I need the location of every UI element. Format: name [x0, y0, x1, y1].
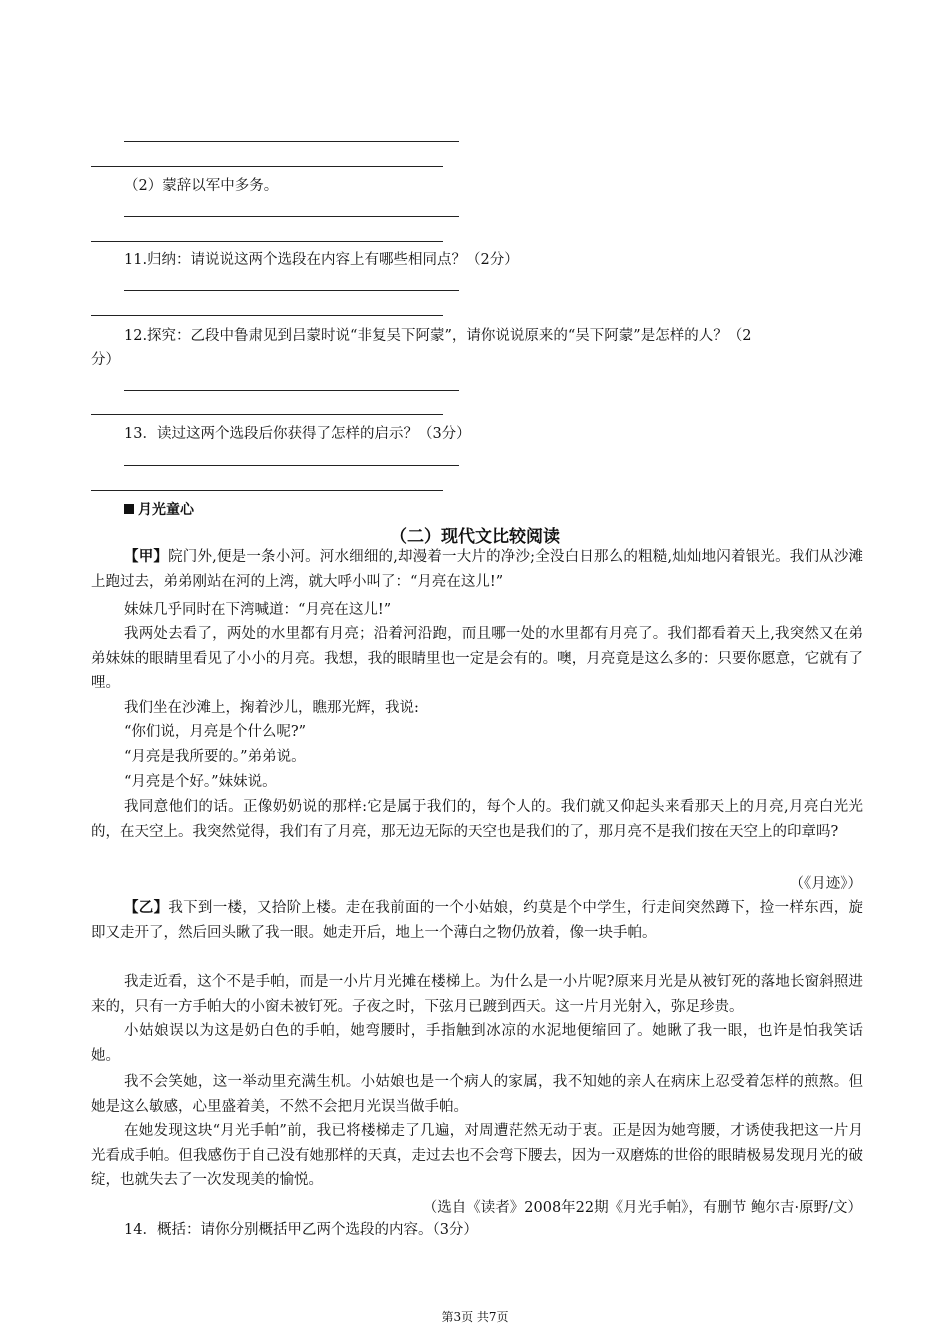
jia-paragraph-6: “月亮是我所要的。”弟弟说。: [124, 749, 306, 765]
answer-line: [124, 141, 459, 142]
jia-paragraph-3: 我两处去看了，两处的水里都有月亮；沿着河沿跑，而且哪一处的水里都有月亮了。我们都看着天上,我突然又在弟弟妹妹的眼睛里看见了小小的月亮。我想，我的眼睛里也一定是会有的。噢，月亮竟是这么多的：只要你愿意，它就有了哩。: [91, 626, 863, 691]
square-bullet-icon: [124, 504, 134, 514]
section-marker-label: 月光童心: [138, 502, 194, 518]
jia-label: 【甲】: [124, 548, 169, 565]
answer-line: [91, 490, 443, 491]
page-footer: 第3页 共7页: [441, 1310, 509, 1324]
jia-paragraph-2: 妹妹几乎同时在下湾喊道：“月亮在这儿!”: [124, 602, 392, 618]
answer-line: [91, 166, 443, 167]
answer-line: [91, 315, 443, 316]
jia-paragraph-1: [91, 545, 863, 594]
answer-line: [124, 216, 459, 217]
yi-paragraph-1: [91, 896, 863, 945]
jia-paragraph-8: 我同意他们的话。正像奶奶说的那样:它是属于我们的，每个人的。我们就又仰起头来看那天上的月亮,月亮白光光的，在天空上。我突然觉得，我们有了月亮，那无边无际的天空也是我们的了，那月亮不是我们按在天空上的印章吗?: [91, 799, 863, 840]
yi-paragraph-3: 小姑娘误以为这是奶白色的手帕，她弯腰时，手指触到冰凉的水泥地便缩回了。她瞅了我一眼，也许是怕我笑话她。: [91, 1023, 863, 1064]
yi-paragraph-2: 我走近看，这个不是手帕，而是一小片月光摊在楼梯上。为什么是一小片呢?原来月光是从被钉死的落地长窗斜照进来的，只有一方手帕大的小窗未被钉死。子夜之时，下弦月已踱到西天。这一片月光射入，弥足珍贵。: [91, 974, 863, 1015]
yi-source: （选自《读者》2008年22期《月光手帕》，有删节 鲍尔吉·原野/文）: [422, 1200, 862, 1216]
jia-p1-text: 院门外,便是一条小河。河水细细的,却漫着一大片的净沙;全没白日那么的粗糙,灿灿地闪着银光。我们从沙滩上跑过去，弟弟刚站在河的上湾，就大呼小叫了：“月亮在这儿!”: [91, 549, 864, 590]
question-14: 14．概括：请你分别概括甲乙两个选段的内容。（3分）: [124, 1222, 478, 1238]
answer-line: [124, 290, 459, 291]
yi-paragraph-5: 在她发现这块“月光手帕”前，我已将楼梯走了几遍，对周遭茫然无动于衷。正是因为她弯腰，才诱使我把这一片月光看成手帕。但我感伤于自己没有她那样的天真，走过去也不会弯下腰去，因为一双磨炼的世俗的眼睛极易发现月光的破绽，也就失去了一次发现美的愉悦。: [91, 1123, 863, 1188]
jia-paragraph-4: 我们坐在沙滩上，掬着沙儿，瞧那光辉，我说:: [124, 700, 419, 716]
question-11: 11.归纳：请说说这两个选段在内容上有哪些相同点？（2分）: [124, 252, 519, 268]
answer-line: [91, 241, 443, 242]
yi-paragraph-4: 我不会笑她，这一举动里充满生机。小姑娘也是一个病人的家属，我不知她的亲人在病床上忍受着怎样的煎熬。但她是这么敏感，心里盛着美，不然不会把月光误当做手帕。: [91, 1074, 863, 1115]
question-13: 13．读过这两个选段后你获得了怎样的启示？（3分）: [124, 426, 471, 442]
question-10-2: （2）蒙辞以军中多务。: [124, 178, 279, 194]
question-12: 12.探究：乙段中鲁肃见到吕蒙时说“非复吴下阿蒙”，请你说说原来的“吴下阿蒙”是怎样的人？（2: [124, 328, 752, 344]
yi-label: 【乙】: [124, 899, 169, 916]
answer-line: [124, 465, 459, 466]
yi-p1-text: 我下到一楼，又拾阶上楼。走在我前面的一个小姑娘，约莫是个中学生，行走间突然蹲下，捡一样东西，旋即又走开了，然后回头瞅了我一眼。她走开后，地上一个薄白之物仍放着，像一块手帕。: [91, 900, 863, 941]
answer-line: [91, 414, 443, 415]
section-title: （二）现代文比较阅读: [390, 527, 560, 547]
section-marker: [124, 499, 194, 519]
jia-paragraph-5: “你们说，月亮是个什么呢?”: [124, 724, 307, 740]
answer-line: [124, 390, 459, 391]
jia-paragraph-7: “月亮是个好。”妹妹说。: [124, 774, 277, 790]
jia-source: （《月迹》）: [789, 876, 862, 892]
question-12-cont: 分）: [91, 352, 120, 368]
